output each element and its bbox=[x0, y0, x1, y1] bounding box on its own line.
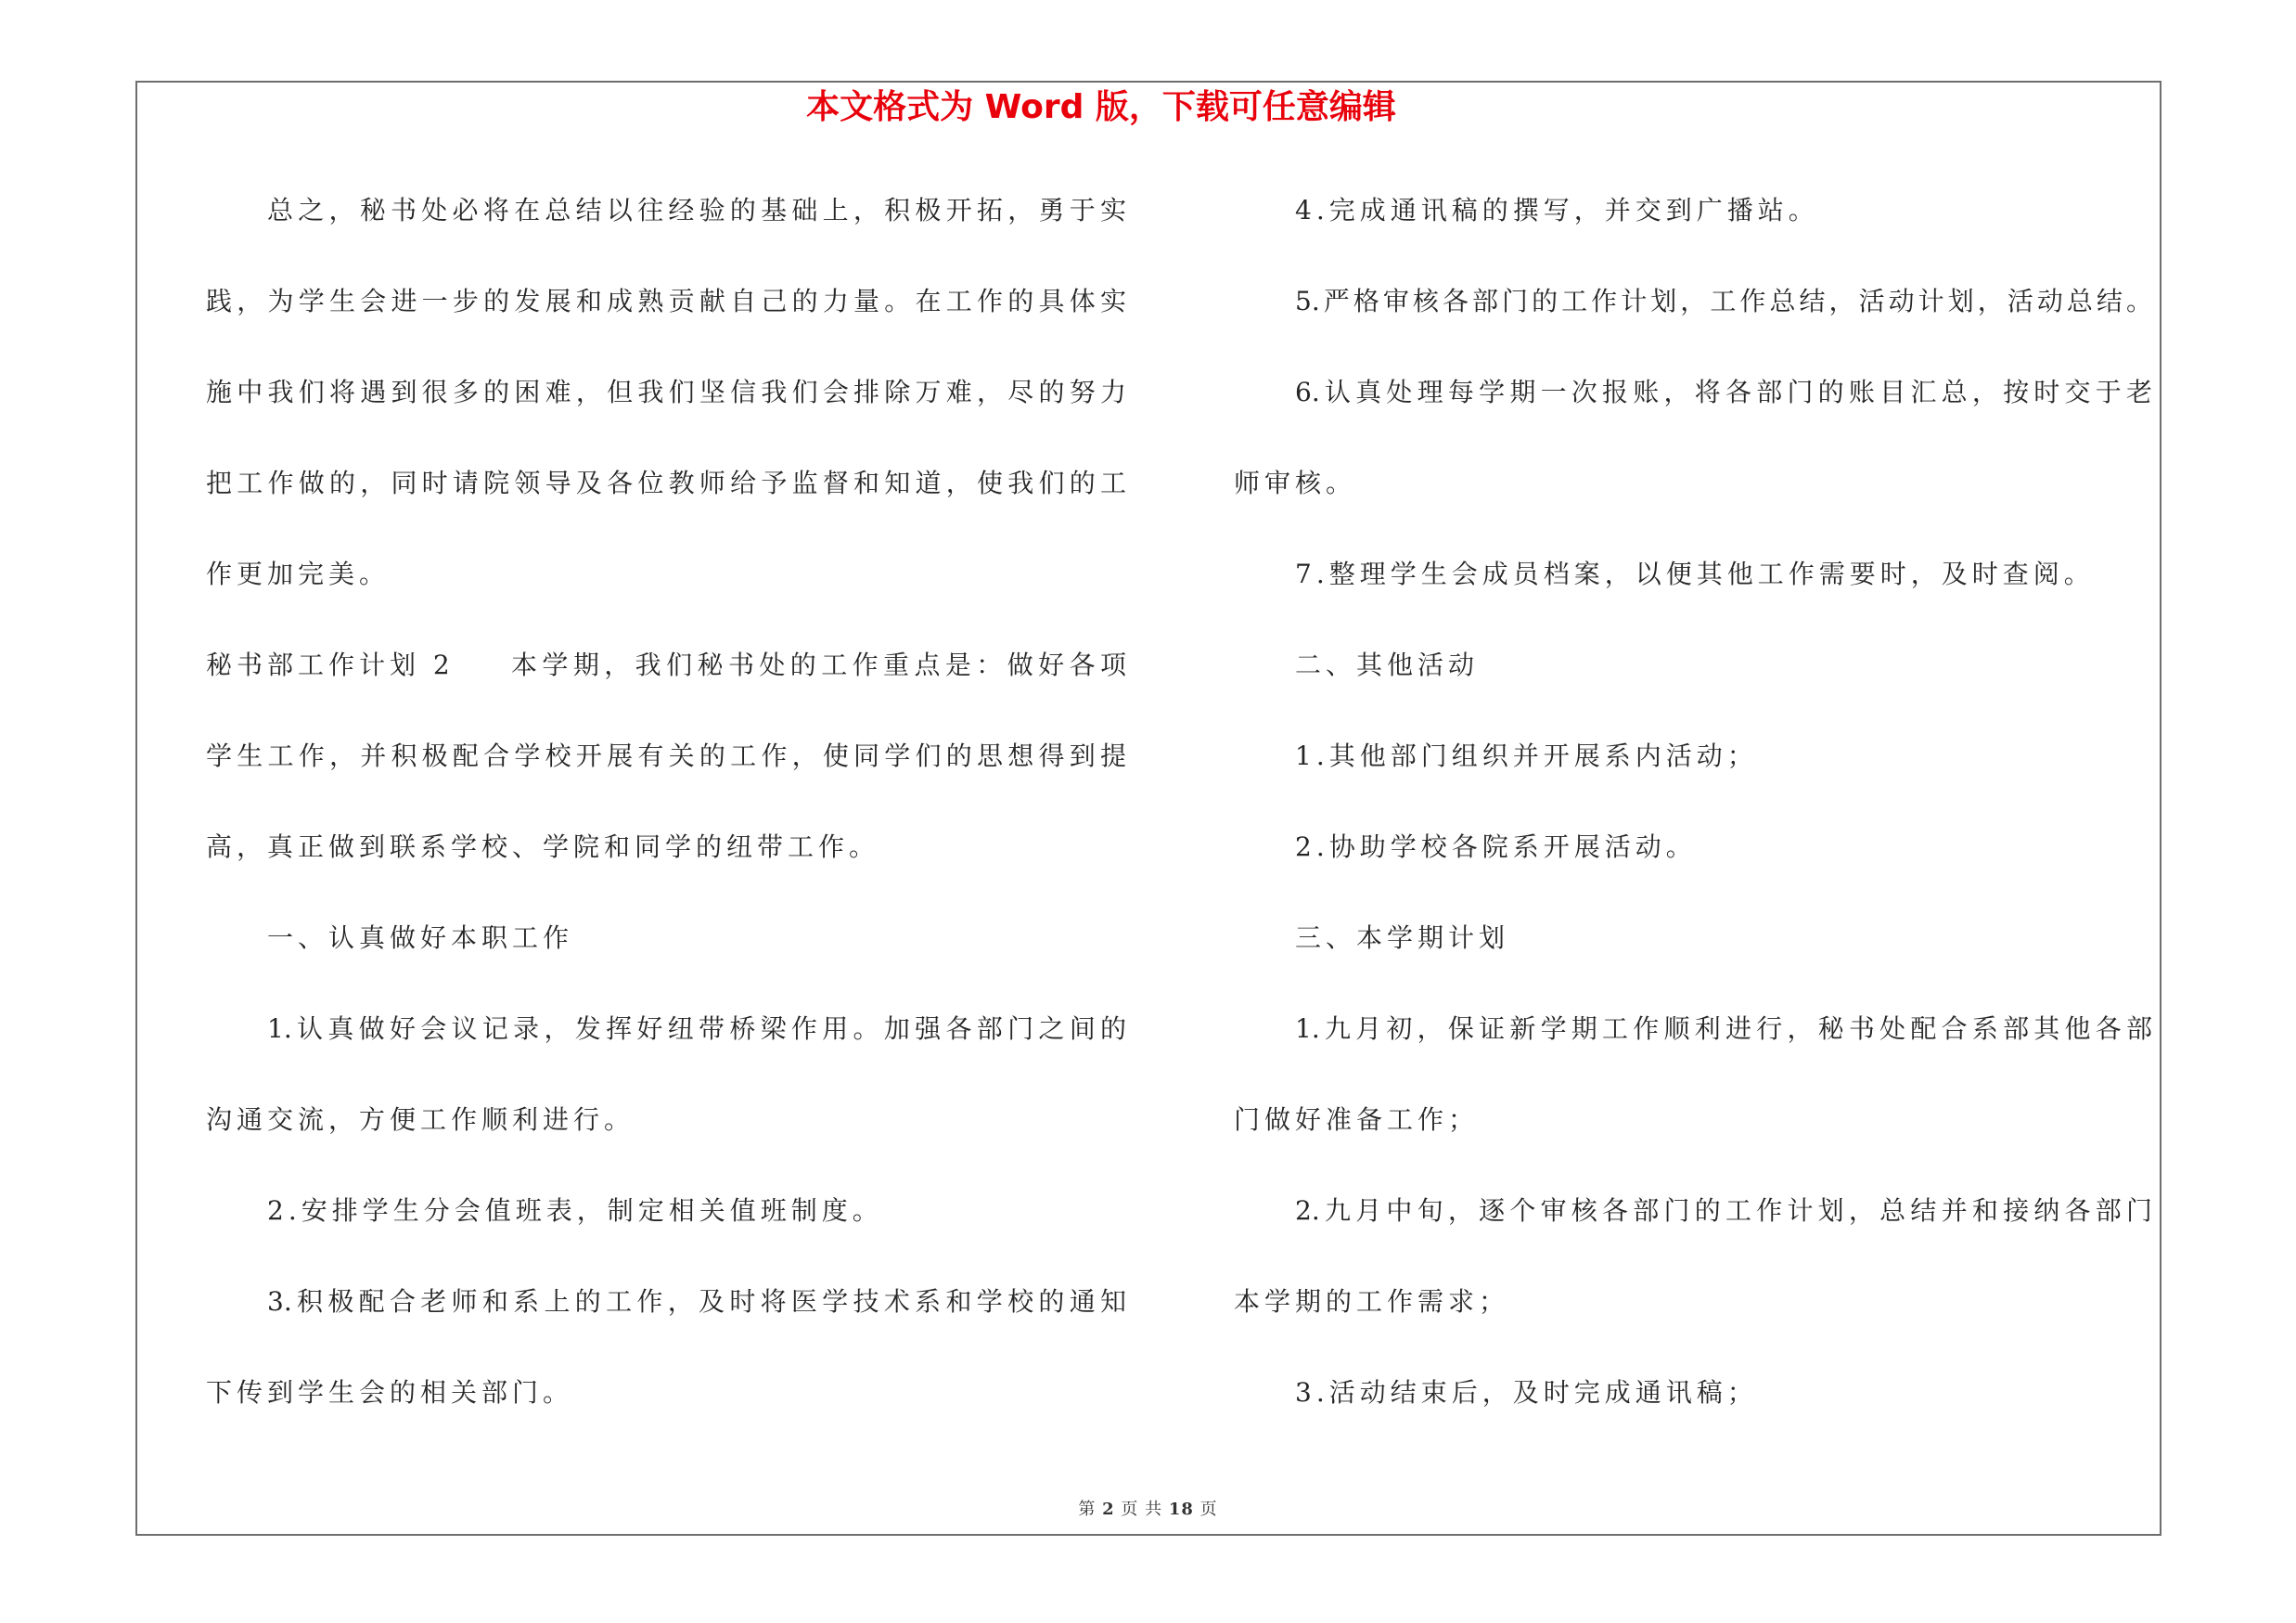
list-item bbox=[1234, 711, 2152, 802]
paragraph bbox=[206, 165, 1126, 620]
list-item bbox=[206, 1256, 1126, 1438]
text-line: 1.其他部门组织并开展系内活动； bbox=[1295, 741, 1758, 771]
text-line: 施中我们将遇到很多的困难，但我们坚信我们会排除万难，尽的努力 bbox=[206, 377, 1126, 407]
format-notice: 本文格式为 Word 版，下载可任意编辑 bbox=[806, 88, 1396, 126]
paragraph bbox=[206, 620, 1126, 893]
list-item bbox=[1234, 984, 2152, 1166]
right-column bbox=[1234, 165, 2152, 1438]
text-line: 7.整理学生会成员档案，以便其他工作需要时，及时查阅。 bbox=[1295, 559, 2095, 589]
text-line: 学生工作，并积极配合学校开展有关的工作，使同学们的思想得到提 bbox=[206, 741, 1126, 771]
text-line: 1.九月初，保证新学期工作顺利进行，秘书处配合系部其他各部 bbox=[1295, 1013, 2152, 1044]
text-line: 3.积极配合老师和系上的工作，及时将医学技术系和学校的通知 bbox=[267, 1286, 1126, 1317]
text-line: 师审核。 bbox=[1234, 468, 1357, 498]
heading-line: 一、认真做好本职工作 bbox=[267, 922, 574, 953]
text-line: 总之，秘书处必将在总结以往经验的基础上，积极开拓，勇于实 bbox=[267, 195, 1126, 225]
total-pages-number: 18 bbox=[1168, 1500, 1194, 1519]
list-item bbox=[1234, 1166, 2152, 1347]
text-line: 1.认真做好会议记录，发挥好纽带桥梁作用。加强各部门之间的 bbox=[267, 1013, 1126, 1044]
heading-line: 二、其他活动 bbox=[1295, 650, 1480, 680]
footer-label: 页 bbox=[1199, 1500, 1218, 1519]
list-item bbox=[1234, 165, 2152, 256]
text-line: 4.完成通讯稿的撰写，并交到广播站。 bbox=[1295, 195, 1819, 225]
footer-label: 页 共 bbox=[1121, 1500, 1163, 1519]
section-heading bbox=[1234, 620, 2152, 711]
list-item bbox=[1234, 802, 2152, 893]
current-page-number: 2 bbox=[1102, 1500, 1115, 1519]
list-item bbox=[1234, 347, 2152, 529]
text-line: 下传到学生会的相关部门。 bbox=[206, 1377, 574, 1408]
text-line: 作更加完美。 bbox=[206, 559, 391, 589]
section-title-line bbox=[206, 620, 1126, 711]
text-line: 6.认真处理每学期一次报账，将各部门的账目汇总，按时交于老 bbox=[1295, 377, 2152, 407]
text-line: 2.协助学校各院系开展活动。 bbox=[1295, 831, 1697, 862]
text-line: 践，为学生会进一步的发展和成熟贡献自己的力量。在工作的具体实 bbox=[206, 286, 1126, 316]
text-line: 3.活动结束后，及时完成通讯稿； bbox=[1295, 1377, 1758, 1408]
section-heading bbox=[206, 893, 1126, 984]
text-line: 本学期的工作需求； bbox=[1234, 1286, 1510, 1317]
list-item bbox=[1234, 529, 2152, 620]
text-line: 沟通交流，方便工作顺利进行。 bbox=[206, 1104, 635, 1135]
left-column bbox=[206, 165, 1126, 1438]
footer-label: 第 bbox=[1078, 1500, 1097, 1519]
text-line: 5.严格审核各部门的工作计划，工作总结，活动计划，活动总结。 bbox=[1295, 286, 2152, 316]
text-line: 高，真正做到联系学校、学院和同学的纽带工作。 bbox=[206, 831, 880, 862]
text-line: 2.九月中旬，逐个审核各部门的工作计划，总结并和接纳各部门 bbox=[1295, 1195, 2152, 1226]
heading-line: 三、本学期计划 bbox=[1295, 922, 1510, 953]
list-item bbox=[1234, 256, 2152, 347]
page-footer bbox=[0, 1499, 2296, 1521]
text-line: 把工作做的，同时请院领导及各位教师给予监督和知道，使我们的工 bbox=[206, 468, 1126, 498]
section-title: 秘书部工作计划 2 bbox=[206, 650, 455, 680]
list-item bbox=[1234, 1347, 2152, 1438]
section-heading bbox=[1234, 893, 2152, 984]
text-line: 2.安排学生分会值班表，制定相关值班制度。 bbox=[267, 1195, 883, 1226]
text-line: 本学期，我们秘书处的工作重点是：做好各项 bbox=[511, 650, 1126, 680]
list-item bbox=[206, 984, 1126, 1166]
text-line: 门做好准备工作； bbox=[1234, 1104, 1480, 1135]
list-item bbox=[206, 1166, 1126, 1256]
